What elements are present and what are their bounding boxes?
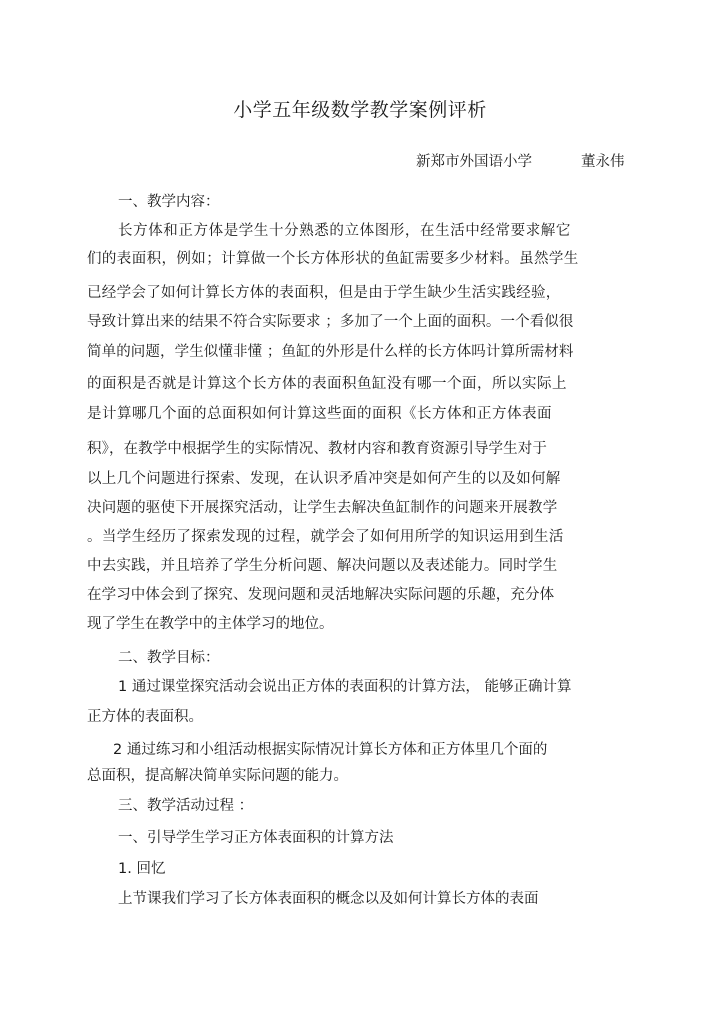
section-heading: 三、教学活动过程 ： xyxy=(118,798,254,814)
body-line: 已经学会了如何计算长方体的表面积，但是由于学生缺少生活实践经验， xyxy=(87,285,561,301)
objective-item: 2 通过练习和小组活动根据实际情况计算长方体和正方体里几个面的 xyxy=(113,742,548,758)
step-heading: 1. 回忆 xyxy=(118,861,166,877)
subsection-heading: 一、引导学生学习正方体表面积的计算方法 xyxy=(118,830,394,846)
section-heading: 一、教学内容： xyxy=(118,194,220,210)
body-line: 现了学生在教学中的主体学习的地位。 xyxy=(87,616,334,632)
author-name: 董永伟 xyxy=(581,154,625,170)
body-line: 长方体和正方体是学生十分熟悉的立体图形，在生活中经常要求解它 xyxy=(118,223,571,239)
body-line: 以上几个问题进行探索、发现，在认识矛盾冲突是如何产生的以及如何解 xyxy=(87,471,561,487)
body-line: 正方体的表面积。 xyxy=(87,709,203,725)
objective-item: 1 通过课堂探究活动会说出正方体的表面积的计算方法， 能够正确计算 xyxy=(118,679,572,695)
body-line: 。当学生经历了探索发现的过程，就学会了如何用所学的知识运用到生活 xyxy=(87,529,564,545)
body-line: 积》，在教学中根据学生的实际情况、教材内容和教育资源引导学生对于 xyxy=(87,441,547,457)
body-line: 是计算哪几个面的总面积如何计算这些面的面积《长方体和正方体表面 xyxy=(87,406,552,422)
document-title: 小学五年级数学教学案例评析 xyxy=(233,99,487,121)
body-line: 决问题的驱使下开展探究活动，让学生去解决鱼缸制作的问题来开展教学 xyxy=(87,500,558,516)
body-line: 中去实践，并且培养了学生分析问题、解决问题以及表述能力。同时学生 xyxy=(87,558,558,574)
body-line: 的面积是否就是计算这个长方体的表面积鱼缸没有哪一个面，所以实际上 xyxy=(87,376,567,392)
body-line: 们的表面积，例如；计算做一个长方体形状的鱼缸需要多少材料。虽然学生 xyxy=(87,251,579,267)
body-line: 简单的问题，学生似懂非懂 ；鱼缸的外形是什么样的长方体吗计算所需材料 xyxy=(87,344,574,360)
body-line: 导致计算出来的结果不符合实际要求 ；多加了一个上面的面积。一个看似很 xyxy=(87,314,574,330)
section-heading: 二、教学目标： xyxy=(118,650,220,666)
body-line: 上节课我们学习了长方体表面积的概念以及如何计算长方体的表面 xyxy=(118,891,539,907)
author-school: 新郑市外国语小学 xyxy=(416,154,532,170)
body-line: 在学习中体会到了探究、发现问题和灵活地解决实际问题的乐趣，充分体 xyxy=(87,587,555,603)
body-line: 总面积，提高解决简单实际问题的能力。 xyxy=(87,768,348,784)
